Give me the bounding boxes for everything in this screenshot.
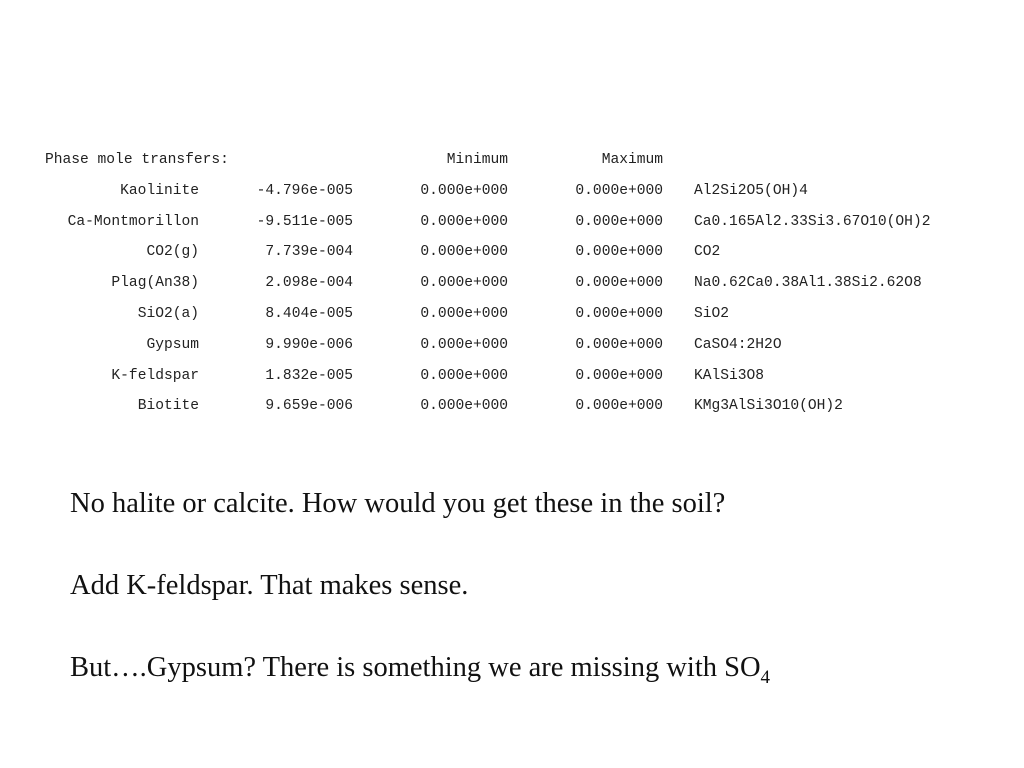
phase-transfer: 2.098e-004 bbox=[265, 275, 353, 291]
table-header-row bbox=[0, 150, 1024, 170]
phase-maximum: 0.000e+000 bbox=[575, 275, 663, 291]
note-halite-calcite: No halite or calcite. How would you get these in the soil? bbox=[70, 488, 726, 519]
phase-minimum: 0.000e+000 bbox=[420, 398, 508, 414]
phase-formula: SiO2 bbox=[694, 306, 730, 322]
phase-maximum: 0.000e+000 bbox=[575, 398, 663, 414]
table-header-minimum: Minimum bbox=[446, 152, 508, 168]
phase-maximum: 0.000e+000 bbox=[575, 214, 663, 230]
phase-transfer: -9.511e-005 bbox=[256, 214, 353, 230]
phase-maximum: 0.000e+000 bbox=[575, 244, 663, 260]
phase-minimum: 0.000e+000 bbox=[420, 275, 508, 291]
phase-formula: CaSO4:2H2O bbox=[694, 337, 782, 353]
phase-maximum: 0.000e+000 bbox=[575, 183, 663, 199]
phase-maximum: 0.000e+000 bbox=[575, 306, 663, 322]
note-gypsum bbox=[70, 650, 770, 686]
phase-name: Kaolinite bbox=[120, 183, 199, 199]
phase-formula: CO2 bbox=[694, 244, 721, 260]
phase-formula: KMg3AlSi3O10(OH)2 bbox=[694, 398, 843, 414]
table-row bbox=[0, 181, 1024, 201]
phase-transfer: 1.832e-005 bbox=[265, 368, 353, 384]
phase-transfer: 8.404e-005 bbox=[265, 306, 353, 322]
phase-name: Ca-Montmorillon bbox=[67, 214, 199, 230]
table-row bbox=[0, 242, 1024, 262]
table-row bbox=[0, 273, 1024, 293]
phase-name: SiO2(a) bbox=[137, 306, 199, 322]
table-row bbox=[0, 366, 1024, 386]
table-row bbox=[0, 304, 1024, 324]
phase-transfer: 9.990e-006 bbox=[265, 337, 353, 353]
phase-minimum: 0.000e+000 bbox=[420, 337, 508, 353]
phase-minimum: 0.000e+000 bbox=[420, 214, 508, 230]
phase-maximum: 0.000e+000 bbox=[575, 337, 663, 353]
phase-minimum: 0.000e+000 bbox=[420, 183, 508, 199]
phase-name: CO2(g) bbox=[146, 244, 199, 260]
phase-name: Plag(An38) bbox=[111, 275, 199, 291]
phase-formula: Ca0.165Al2.33Si3.67O10(OH)2 bbox=[694, 214, 931, 230]
phase-transfer: 9.659e-006 bbox=[265, 398, 353, 414]
phase-transfer: -4.796e-005 bbox=[256, 183, 353, 199]
phase-transfer: 7.739e-004 bbox=[265, 244, 353, 260]
phase-formula: Na0.62Ca0.38Al1.38Si2.62O8 bbox=[694, 275, 922, 291]
phase-name: K-feldspar bbox=[111, 368, 199, 384]
phase-name: Gypsum bbox=[146, 337, 199, 353]
table-row bbox=[0, 212, 1024, 232]
sulfate-subscript: 4 bbox=[760, 667, 771, 688]
table-row bbox=[0, 396, 1024, 416]
table-header-maximum: Maximum bbox=[601, 152, 663, 168]
phase-minimum: 0.000e+000 bbox=[420, 306, 508, 322]
table-header-label: Phase mole transfers: bbox=[45, 152, 229, 168]
note-gypsum-text: But….Gypsum? There is something we are missing with SO bbox=[70, 652, 761, 683]
note-k-feldspar: Add K-feldspar. That makes sense. bbox=[70, 570, 469, 601]
phase-minimum: 0.000e+000 bbox=[420, 368, 508, 384]
table-row bbox=[0, 335, 1024, 355]
phase-formula: Al2Si2O5(OH)4 bbox=[694, 183, 808, 199]
phase-name: Biotite bbox=[137, 398, 199, 414]
phase-minimum: 0.000e+000 bbox=[420, 244, 508, 260]
phase-maximum: 0.000e+000 bbox=[575, 368, 663, 384]
phase-formula: KAlSi3O8 bbox=[694, 368, 765, 384]
